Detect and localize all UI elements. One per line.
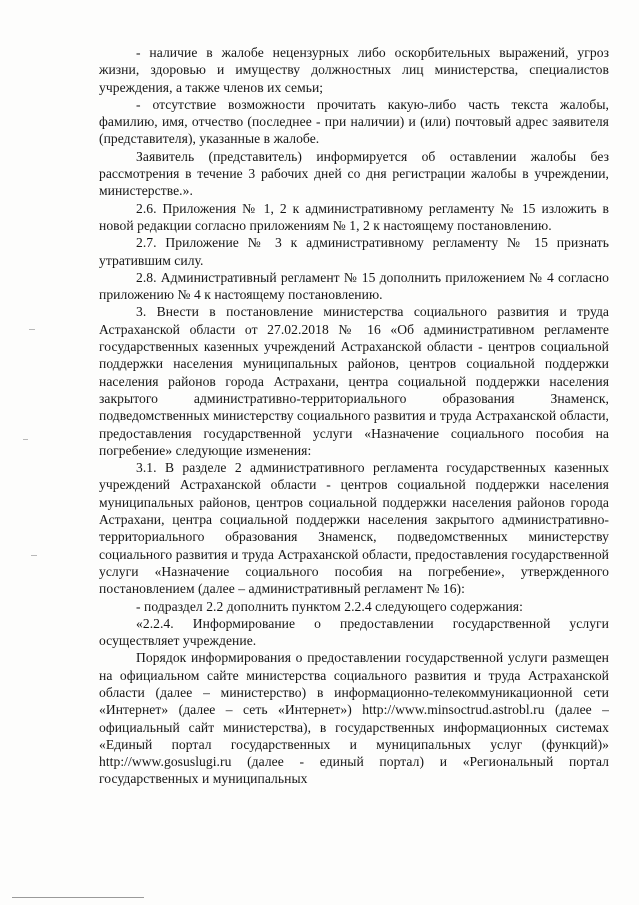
paragraph: 3.1. В разделе 2 административного регламента государственных казенных учреждений Астраханской области - центров социальной поддержки населения муниципальных районов, центров социальной поддержки населения районов города Астрахани, центра социальной поддержки населения закрытого административно-территориального образования Знаменск, подведомственных министерству социального развития и труда Астраханской области, предоставления государственной услуги «Назначение социального пособия на погребение», утвержденного постановлением (далее – административный регламент № 16): bbox=[99, 460, 609, 597]
paragraph: - подраздел 2.2 дополнить пунктом 2.2.4 следующего содержания: bbox=[136, 598, 523, 614]
paragraph: 2.6. Приложения № 1, 2 к административному регламенту № 15 изложить в новой редакции согласно приложениям № 1, 2 к настоящему постановлению. bbox=[99, 200, 609, 233]
paragraph: 3. Внести в постановление министерства социального развития и труда Астраханской области от 27.02.2018 № 16 «Об административном регламенте государственных казенных учреждений Астраханской области - центров социальной поддержки населения муниципальных районов, центров социальной поддержки населения районов города Астрахани, центра социальной поддержки населения закрытого административно-территориального образования Знаменск, подведомственных министерству социального развития и труда Астраханской области, предоставления государственной услуги «Назначение социального пособия на погребение» следующие изменения: bbox=[99, 304, 609, 458]
paragraph: Порядок информирования о предоставлении государственной услуги размещен на официальном сайте министерства социального развития и труда Астраханской области (далее – министерство) в информационно-телекоммуникационной сети «Интернет» (далее – сеть «Интернет») http://www.minsoctrud.astrobl.ru (далее – официальный сайт министерства), в государственных информационных системах «Единый портал государственных и муниципальных услуг (функций)» http://www.gosuslugi.ru (далее - единый портал) и «Региональный портал государственных и муниципальных bbox=[99, 650, 609, 787]
paragraph: 2.7. Приложение № 3 к административному регламенту № 15 признать утратившим силу. bbox=[99, 235, 609, 268]
paragraph: - наличие в жалобе нецензурных либо оскорбительных выражений, угроз жизни, здоровью и имуществу должностных лиц министерства, специалистов учреждения, а также членов их семьи; bbox=[99, 45, 609, 95]
paragraph: 2.8. Административный регламент № 15 дополнить приложением № 4 согласно приложению № 4 к настоящему постановлению. bbox=[99, 269, 609, 303]
margin-mark bbox=[31, 555, 37, 556]
paragraph: - отсутствие возможности прочитать какую-либо часть текста жалобы, фамилию, имя, отчество (последнее - при наличии) и (или) почтовый адрес заявителя (представителя), указанные в жалобе. bbox=[99, 96, 609, 147]
margin-mark bbox=[29, 329, 35, 330]
paragraph: Заявитель (представитель) информируется об оставлении жалобы без рассмотрения в течение 3 рабочих дней со дня регистрации жалобы в учреждении, министерстве.». bbox=[99, 148, 609, 199]
margin-mark bbox=[23, 439, 28, 440]
document-body bbox=[99, 44, 609, 788]
paragraph: «2.2.4. Информирование о предоставлении государственной услуги осуществляет учреждение. bbox=[99, 615, 609, 649]
bottom-edge-line bbox=[12, 897, 144, 898]
